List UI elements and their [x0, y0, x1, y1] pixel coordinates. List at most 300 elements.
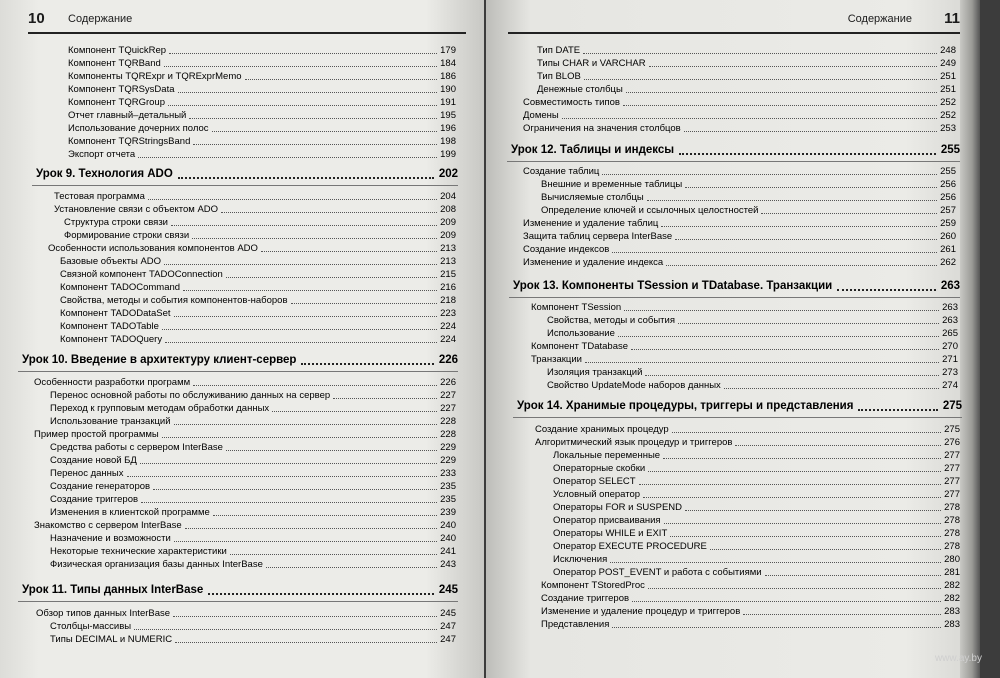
toc-entry [50, 506, 456, 519]
section-rule [18, 371, 458, 372]
toc-entry-title: Тип BLOB [537, 71, 581, 82]
left-page-header [28, 8, 466, 34]
toc-entry-title: Компонент TADOCommand [60, 282, 181, 293]
toc-entry-page-number: 263 [942, 315, 958, 326]
toc-entry [531, 340, 958, 353]
toc-entry-title: Перенос данных [50, 468, 124, 479]
toc-entry-page-number: 282 [944, 593, 960, 604]
dot-leader [226, 450, 437, 451]
toc-entry-title: Физическая организация базы данных InterBase [50, 559, 263, 570]
toc-entry-title: Изменение и удаление таблиц [523, 218, 659, 229]
toc-entry-title: Особенности разработки программ [34, 377, 191, 388]
dot-leader [631, 349, 939, 350]
toc-entry-page-number: 283 [944, 619, 960, 630]
toc-entry [50, 454, 456, 467]
toc-entry-page-number: 186 [440, 71, 456, 82]
toc-entry [50, 415, 456, 428]
toc-entry-title: Отчет главный–детальный [68, 110, 187, 121]
toc-entry-page-number: 208 [440, 204, 456, 215]
toc-entry [54, 203, 456, 216]
watermark: www.ay.by [934, 653, 982, 664]
dot-leader [175, 642, 437, 643]
toc-entry-title: Локальные переменные [553, 450, 661, 461]
toc-entry-title: Ограничения на значения столбцов [523, 123, 681, 134]
dot-leader [178, 177, 434, 179]
toc-entry-title: Компонент TQRStringsBand [68, 136, 191, 147]
dot-leader [735, 445, 941, 446]
toc-entry-page-number: 196 [440, 123, 456, 134]
toc-entry [537, 70, 956, 83]
toc-entry-page-number: 251 [940, 71, 956, 82]
toc-entry-title: Исключения [553, 554, 608, 565]
toc-entry-title: Использование дочерних полос [68, 123, 209, 134]
toc-entry [553, 462, 960, 475]
toc-entry-page-number: 262 [940, 257, 956, 268]
toc-entry [68, 122, 456, 135]
lesson-heading [36, 165, 458, 183]
toc-entry-page-number: 278 [944, 541, 960, 552]
dot-leader [647, 200, 937, 201]
page-edge [960, 0, 980, 678]
dot-leader [178, 92, 438, 93]
dot-leader [226, 277, 437, 278]
dot-leader [162, 437, 437, 438]
toc-entry-page-number: 274 [942, 380, 958, 391]
dot-leader [272, 411, 437, 412]
right-page-number: 11 [944, 10, 960, 27]
toc-entry-title: Изменение и удаление индекса [523, 257, 664, 268]
dot-leader [743, 614, 941, 615]
lesson-title: Урок 9. Технология ADO [36, 168, 173, 180]
dot-leader [127, 476, 438, 477]
lesson-page-number: 263 [940, 280, 960, 292]
dot-leader [562, 118, 937, 119]
dot-leader [193, 144, 437, 145]
toc-entry [34, 519, 456, 532]
toc-entry [547, 366, 958, 379]
toc-entry [34, 428, 456, 441]
toc-entry-title: Свойство UpdateMode наборов данных [547, 380, 721, 391]
toc-entry-page-number: 243 [440, 559, 456, 570]
toc-entry-page-number: 224 [440, 334, 456, 345]
toc-entry [68, 83, 456, 96]
dot-leader [266, 567, 437, 568]
toc-entry [537, 44, 956, 57]
toc-entry [68, 57, 456, 70]
dot-leader [169, 53, 437, 54]
dot-leader [585, 362, 939, 363]
toc-entry-page-number: 270 [942, 341, 958, 352]
toc-entry-title: Создание хранимых процедур [535, 424, 669, 435]
toc-entry-title: Средства работы с сервером InterBase [50, 442, 223, 453]
toc-entry [64, 229, 456, 242]
dot-leader [261, 251, 437, 252]
toc-entry-title: Обзор типов данных InterBase [36, 608, 171, 619]
toc-entry [523, 122, 956, 135]
dot-leader [221, 212, 437, 213]
dot-leader [213, 515, 437, 516]
lesson-heading [22, 581, 458, 599]
dot-leader [174, 541, 437, 542]
toc-entry-title: Типы CHAR и VARCHAR [537, 58, 646, 69]
toc-entry-page-number: 260 [940, 231, 956, 242]
toc-entry-title: Назначение и возможности [50, 533, 171, 544]
dot-leader [185, 528, 438, 529]
toc-entry [68, 135, 456, 148]
dot-leader [612, 627, 941, 628]
toc-entry [553, 501, 960, 514]
toc-entry [541, 178, 956, 191]
toc-entry-title: Компонент TDatabase [531, 341, 629, 352]
toc-entry [68, 109, 456, 122]
toc-entry-page-number: 252 [940, 110, 956, 121]
dot-leader [168, 105, 437, 106]
toc-entry [535, 423, 960, 436]
dot-leader [661, 226, 937, 227]
dot-leader [208, 593, 434, 595]
toc-entry [54, 190, 456, 203]
dot-leader [837, 289, 936, 291]
toc-entry-page-number: 280 [944, 554, 960, 565]
dot-leader [183, 290, 437, 291]
dot-leader [685, 187, 937, 188]
toc-entry-page-number: 204 [440, 191, 456, 202]
toc-entry [537, 83, 956, 96]
toc-entry [541, 204, 956, 217]
toc-entry [50, 532, 456, 545]
toc-entry [50, 493, 456, 506]
toc-entry-page-number: 255 [940, 166, 956, 177]
toc-entry-title: Оператор присваивания [553, 515, 661, 526]
toc-entry-page-number: 248 [940, 45, 956, 56]
dot-leader [584, 79, 937, 80]
toc-entry-page-number: 276 [944, 437, 960, 448]
dot-leader [666, 265, 937, 266]
toc-entry-page-number: 281 [944, 567, 960, 578]
dot-leader [174, 316, 438, 317]
toc-entry-page-number: 261 [940, 244, 956, 255]
toc-entry-title: Свойства, методы и события [547, 315, 675, 326]
toc-entry-title: Компонент TADOQuery [60, 334, 163, 345]
toc-entry-page-number: 218 [440, 295, 456, 306]
toc-entry-page-number: 228 [440, 416, 456, 427]
toc-entry-page-number: 235 [440, 481, 456, 492]
toc-entry-page-number: 259 [940, 218, 956, 229]
section-rule [509, 297, 960, 298]
toc-entry-title: Пример простой программы [34, 429, 159, 440]
toc-entry [553, 540, 960, 553]
toc-entry-page-number: 283 [944, 606, 960, 617]
toc-entry [523, 230, 956, 243]
toc-entry-title: Компонент TQRBand [68, 58, 161, 69]
toc-entry-page-number: 184 [440, 58, 456, 69]
dot-leader [858, 409, 937, 411]
toc-entry-title: Формирование строки связи [64, 230, 190, 241]
toc-entry [60, 320, 456, 333]
toc-entry [50, 441, 456, 454]
toc-entry-title: Использование транзакций [50, 416, 171, 427]
dot-leader [148, 199, 437, 200]
toc-entry-page-number: 239 [440, 507, 456, 518]
toc-entry [547, 314, 958, 327]
toc-entry-page-number: 209 [440, 217, 456, 228]
toc-entry-page-number: 179 [440, 45, 456, 56]
toc-entry [553, 488, 960, 501]
toc-entry-page-number: 235 [440, 494, 456, 505]
toc-entry-page-number: 229 [440, 455, 456, 466]
lesson-heading [22, 351, 458, 369]
dot-leader [618, 336, 939, 337]
lesson-title: Урок 14. Хранимые процедуры, триггеры и представления [517, 400, 854, 412]
dot-leader [710, 549, 941, 550]
toc-entry-page-number: 282 [944, 580, 960, 591]
dot-leader [675, 239, 937, 240]
toc-entry-page-number: 209 [440, 230, 456, 241]
toc-entry-title: Компонент TQRGroup [68, 97, 165, 108]
toc-entry-title: Изменение и удаление процедур и триггеров [541, 606, 741, 617]
dot-leader [626, 92, 937, 93]
toc-entry [60, 268, 456, 281]
toc-entry [50, 389, 456, 402]
toc-entry [34, 376, 456, 389]
toc-entry-title: Определение ключей и ссылочных целостностей [541, 205, 759, 216]
toc-entry [68, 96, 456, 109]
toc-entry-page-number: 277 [944, 489, 960, 500]
toc-entry [523, 217, 956, 230]
toc-entry-title: Компонент TADOTable [60, 321, 159, 332]
toc-entry-page-number: 278 [944, 502, 960, 513]
toc-entry-page-number: 229 [440, 442, 456, 453]
dot-leader [612, 252, 937, 253]
toc-entry [541, 618, 960, 631]
toc-entry [60, 333, 456, 346]
toc-entry [68, 44, 456, 57]
toc-entry-page-number: 247 [440, 634, 456, 645]
toc-entry-page-number: 215 [440, 269, 456, 280]
toc-entry-title: Связной компонент TADOConnection [60, 269, 223, 280]
dot-leader [664, 523, 942, 524]
toc-entry-title: Некоторые технические характеристики [50, 546, 227, 557]
toc-entry-page-number: 278 [944, 515, 960, 526]
toc-entry [60, 294, 456, 307]
section-rule [32, 185, 458, 186]
dot-leader [164, 264, 437, 265]
toc-entry-page-number: 195 [440, 110, 456, 121]
toc-entry-page-number: 263 [942, 302, 958, 313]
toc-entry-page-number: 213 [440, 256, 456, 267]
toc-entry-page-number: 256 [940, 179, 956, 190]
toc-entry-title: Создание новой БД [50, 455, 137, 466]
dot-leader [643, 497, 941, 498]
toc-entry-title: Установление связи с объектом ADO [54, 204, 219, 215]
toc-entry [541, 579, 960, 592]
toc-entry-title: Операторы WHILE и EXIT [553, 528, 668, 539]
toc-entry-page-number: 198 [440, 136, 456, 147]
toc-entry-title: Защита таблиц сервера InterBase [523, 231, 673, 242]
dot-leader [624, 310, 939, 311]
dot-leader [602, 174, 937, 175]
dot-leader [639, 484, 942, 485]
toc-entry-title: Использование [547, 328, 615, 339]
lesson-page-number: 255 [940, 144, 960, 156]
dot-leader [173, 616, 437, 617]
toc-entry-page-number: 252 [940, 97, 956, 108]
toc-entry-page-number: 245 [440, 608, 456, 619]
toc-entry-title: Переход к групповым методам обработки данных [50, 403, 270, 414]
toc-entry-title: Базовые объекты ADO [60, 256, 162, 267]
toc-entry-page-number: 227 [440, 403, 456, 414]
toc-entry-title: Алгоритмический язык процедур и триггеров [535, 437, 733, 448]
dot-leader [649, 66, 938, 67]
dot-leader [648, 588, 941, 589]
dot-leader [174, 424, 438, 425]
toc-entry-title: Оператор POST_EVENT и работа с событиями [553, 567, 762, 578]
toc-entry [523, 165, 956, 178]
dot-leader [212, 131, 438, 132]
toc-entry-title: Оператор EXECUTE PROCEDURE [553, 541, 707, 552]
dot-leader [171, 225, 437, 226]
toc-entry [541, 191, 956, 204]
dot-leader [301, 363, 433, 365]
toc-entry-title: Оператор SELECT [553, 476, 636, 487]
toc-entry-page-number: 271 [942, 354, 958, 365]
dot-leader [765, 575, 942, 576]
lesson-title: Урок 10. Введение в архитектуру клиент-сервер [22, 354, 297, 366]
toc-entry-page-number: 275 [944, 424, 960, 435]
toc-entry-title: Операторные скобки [553, 463, 646, 474]
toc-entry [547, 327, 958, 340]
toc-entry [523, 256, 956, 269]
toc-entry [523, 96, 956, 109]
dot-leader [679, 153, 936, 155]
toc-entry-title: Изоляция транзакций [547, 367, 643, 378]
lesson-heading [513, 277, 960, 295]
toc-entry [68, 148, 456, 161]
lesson-page-number: 275 [942, 400, 962, 412]
toc-entry-page-number: 277 [944, 450, 960, 461]
toc-entry-title: Экспорт отчета [68, 149, 136, 160]
dot-leader [678, 323, 939, 324]
dot-leader [724, 388, 939, 389]
dot-leader [189, 118, 437, 119]
dot-leader [645, 375, 939, 376]
toc-entry-title: Компоненты TQRExpr и TQRExprMemo [68, 71, 242, 82]
toc-entry [535, 436, 960, 449]
toc-entry [553, 449, 960, 462]
dot-leader [192, 238, 437, 239]
toc-entry-page-number: 240 [440, 533, 456, 544]
lesson-heading [511, 141, 960, 159]
toc-entry-page-number: 265 [942, 328, 958, 339]
toc-entry-title: Создание триггеров [541, 593, 630, 604]
dot-leader [648, 471, 941, 472]
toc-entry-page-number: 257 [940, 205, 956, 216]
toc-entry-page-number: 216 [440, 282, 456, 293]
toc-entry [553, 527, 960, 540]
toc-entry-title: Компонент TADODataSet [60, 308, 171, 319]
toc-entry-page-number: 247 [440, 621, 456, 632]
toc-entry-title: Столбцы-массивы [50, 621, 132, 632]
toc-entry [68, 70, 456, 83]
toc-entry-title: Вычисляемые столбцы [541, 192, 644, 203]
toc-entry-title: Тестовая программа [54, 191, 145, 202]
toc-entry [50, 558, 456, 571]
toc-entry [60, 281, 456, 294]
toc-entry-title: Структура строки связи [64, 217, 168, 228]
toc-entry [531, 301, 958, 314]
right-page-header-title: Содержание [847, 13, 912, 25]
toc-entry-title: Денежные столбцы [537, 84, 623, 95]
lesson-title: Урок 11. Типы данных InterBase [22, 584, 204, 596]
toc-entry-title: Домены [523, 110, 559, 121]
toc-entry-page-number: 240 [440, 520, 456, 531]
toc-entry [36, 607, 456, 620]
toc-entry [50, 402, 456, 415]
toc-entry-title: Компонент TQuickRep [68, 45, 167, 56]
toc-entry [553, 514, 960, 527]
toc-entry-title: Создание индексов [523, 244, 610, 255]
dot-leader [140, 463, 437, 464]
toc-entry-title: Операторы FOR и SUSPEND [553, 502, 683, 513]
toc-entry [64, 216, 456, 229]
dot-leader [141, 502, 437, 503]
toc-entry [50, 467, 456, 480]
toc-entry-title: Транзакции [531, 354, 582, 365]
toc-entry-title: Компонент TStoredProc [541, 580, 645, 591]
toc-entry-title: Тип DATE [537, 45, 581, 56]
toc-entry [48, 242, 456, 255]
toc-entry-title: Особенности использования компонентов ADO [48, 243, 258, 254]
dot-leader [685, 510, 941, 511]
toc-entry [60, 255, 456, 268]
toc-entry [547, 379, 958, 392]
section-rule [513, 417, 962, 418]
toc-entry [60, 307, 456, 320]
toc-entry-title: Представления [541, 619, 610, 630]
toc-entry-title: Создание генераторов [50, 481, 151, 492]
dot-leader [153, 489, 437, 490]
dot-leader [761, 213, 937, 214]
dot-leader [583, 53, 937, 54]
dot-leader [632, 601, 941, 602]
dot-leader [333, 398, 437, 399]
lesson-page-number: 226 [438, 354, 458, 366]
toc-entry-page-number: 228 [440, 429, 456, 440]
dot-leader [672, 432, 941, 433]
toc-entry-page-number: 191 [440, 97, 456, 108]
dot-leader [684, 131, 937, 132]
lesson-heading [517, 397, 962, 415]
toc-entry-title: Компонент TSession [531, 302, 622, 313]
toc-entry [537, 57, 956, 70]
right-page-header [508, 8, 960, 34]
toc-entry [50, 620, 456, 633]
toc-entry-page-number: 213 [440, 243, 456, 254]
dot-leader [230, 554, 437, 555]
left-page-number: 10 [28, 10, 45, 27]
toc-entry-page-number: 199 [440, 149, 456, 160]
dot-leader [165, 342, 437, 343]
toc-entry-page-number: 249 [940, 58, 956, 69]
toc-entry-page-number: 278 [944, 528, 960, 539]
toc-entry-page-number: 256 [940, 192, 956, 203]
dot-leader [162, 329, 437, 330]
toc-entry-title: Компонент TQRSysData [68, 84, 175, 95]
toc-entry [553, 553, 960, 566]
toc-entry [50, 545, 456, 558]
toc-entry-title: Знакомство с сервером InterBase [34, 520, 182, 531]
dot-leader [291, 303, 438, 304]
